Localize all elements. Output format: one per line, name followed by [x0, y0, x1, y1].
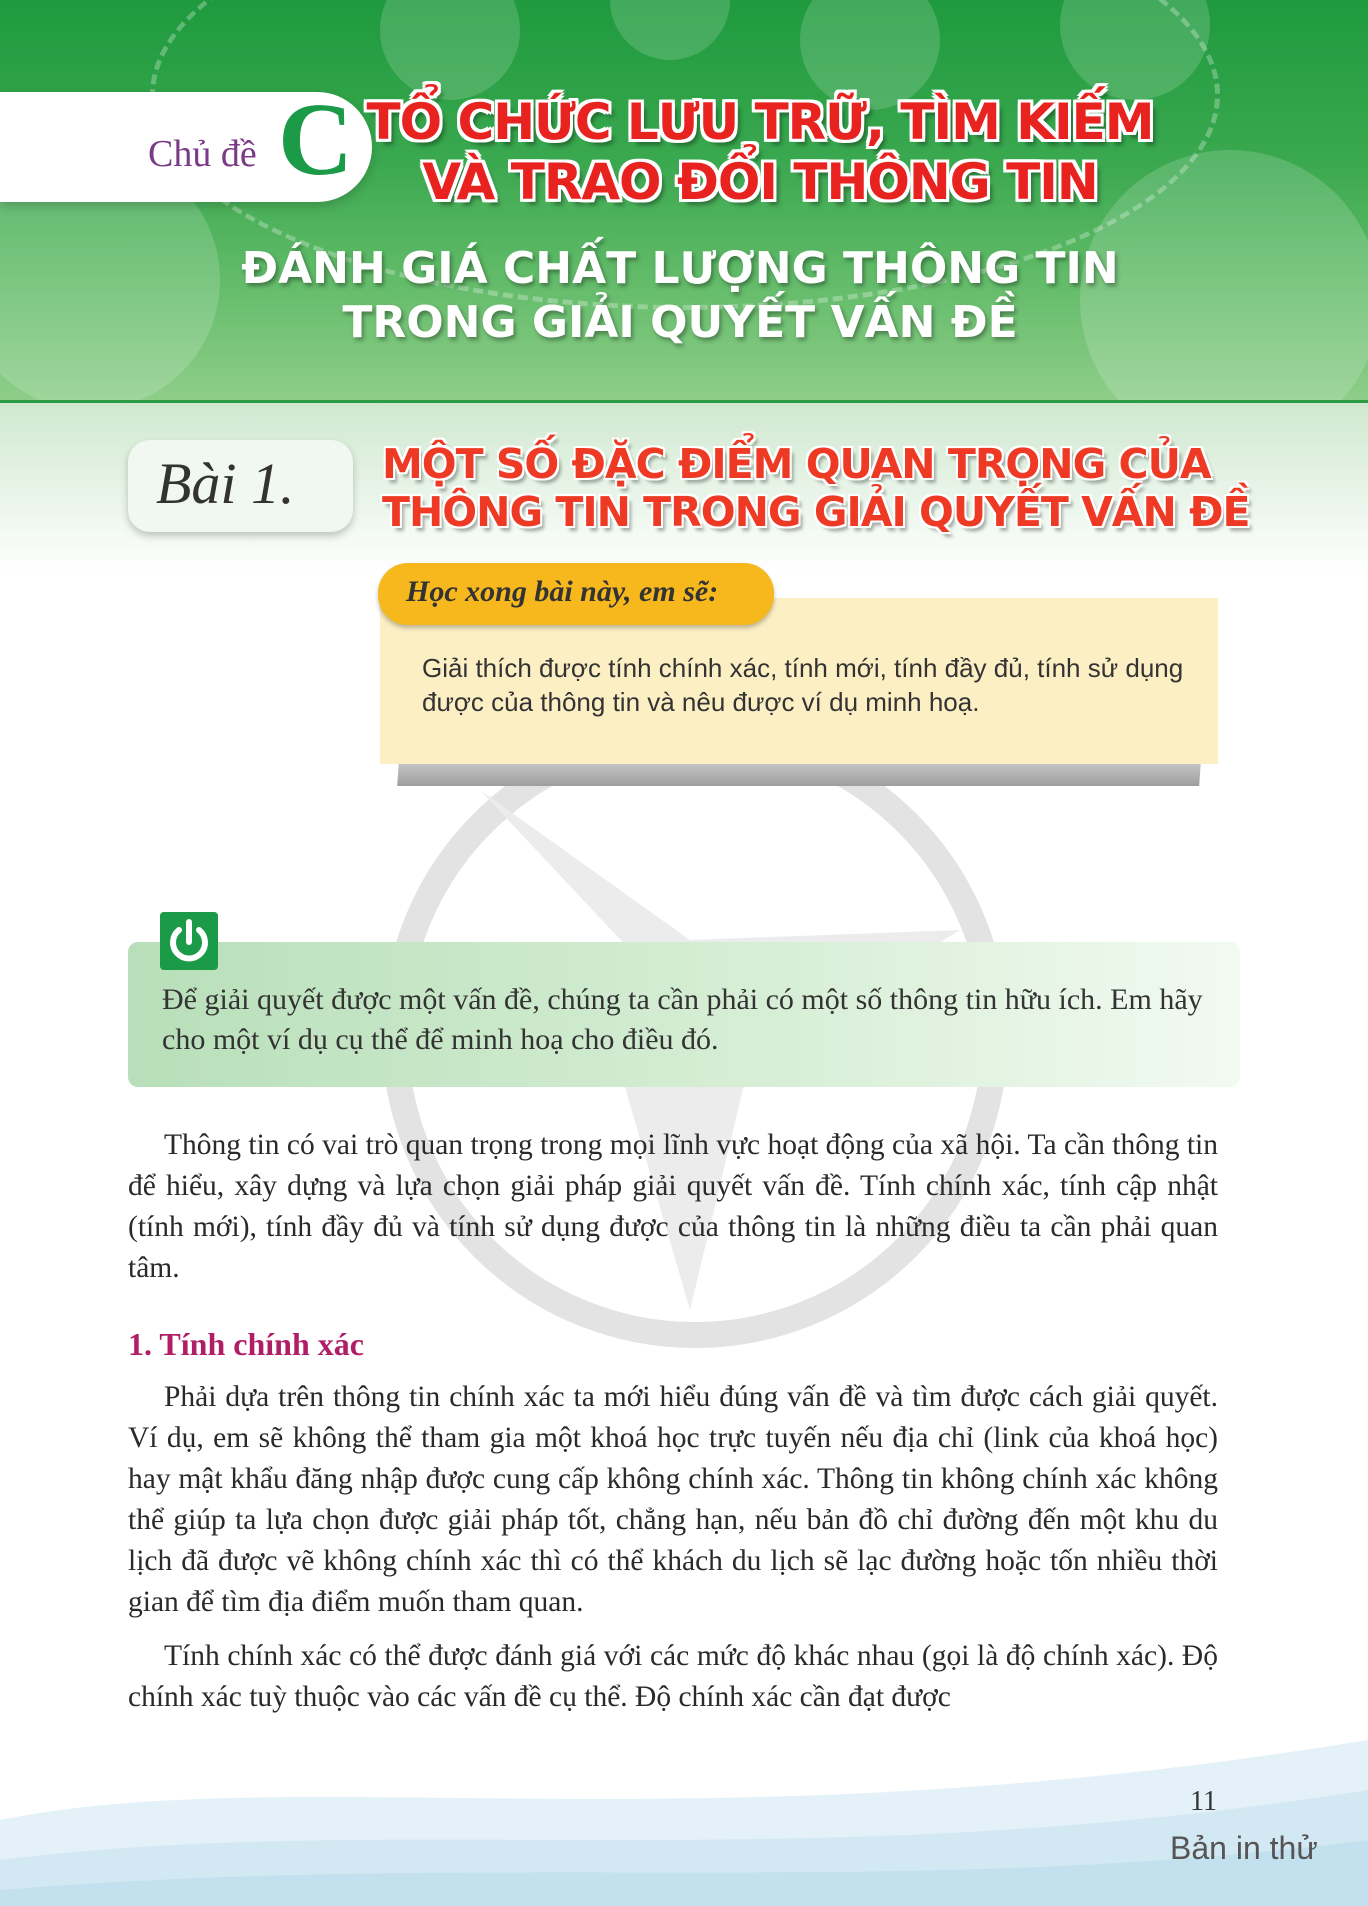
topic-prefix: Chủ đề — [148, 133, 257, 175]
lesson-number: Bài 1. — [156, 451, 295, 516]
topic-subtitle-line1: ĐÁNH GIÁ CHẤT LƯỢNG THÔNG TIN — [241, 243, 1119, 294]
draft-label: Bản in thử — [1170, 1830, 1318, 1866]
power-icon — [160, 912, 218, 970]
objectives-heading: Học xong bài này, em sẽ: — [406, 575, 719, 608]
starter-activity-text: Để giải quyết được một vấn đề, chúng ta cần phải có một số thông tin hữu ích. Em hãy cho một ví dụ cụ thể để minh hoạ cho điều đó. — [162, 983, 1203, 1056]
topic-title-line2: VÀ TRAO ĐỔI THÔNG TIN — [422, 153, 1098, 211]
objectives-shadow — [397, 762, 1201, 786]
page-number: 11 — [1190, 1786, 1217, 1817]
lesson-title — [382, 440, 1342, 536]
section-heading: 1. Tính chính xác — [128, 1326, 364, 1362]
topic-subtitle-line2: TRONG GIẢI QUYẾT VẤN ĐỀ — [342, 297, 1018, 348]
lesson-title-line1: MỘT SỐ ĐẶC ĐIỂM QUAN TRỌNG CỦA — [382, 440, 1211, 488]
intro-paragraph — [128, 1125, 1218, 1289]
topic-subtitle — [200, 242, 1160, 350]
footer-wave-decoration — [0, 1700, 1368, 1906]
topic-title — [360, 92, 1160, 212]
lesson-title-line2: THÔNG TIN TRONG GIẢI QUYẾT VẤN ĐỀ — [382, 488, 1250, 536]
topic-title-line1: TỔ CHỨC LƯU TRỮ, TÌM KIẾM — [366, 93, 1154, 151]
section1-text-2: Tính chính xác có thể được đánh giá với các mức độ khác nhau (gọi là độ chính xác). Độ chính xác tuỳ thuộc vào các vấn đề cụ thể. Độ chính xác cần đạt được — [128, 1640, 1218, 1713]
intro-text: Thông tin có vai trò quan trọng trong mọi lĩnh vực hoạt động của xã hội. Ta cần thông tin để hiểu, xây dựng và lựa chọn giải pháp giải quyết vấn đề. Tính chính xác, tính cập nhật (tính mới), tính đầy đủ và tính sử dụng được của thông tin là những điều ta cần phải quan tâm. — [128, 1129, 1218, 1284]
topic-banner — [0, 0, 1368, 403]
topic-letter: C — [278, 82, 354, 197]
section1-paragraph-1 — [128, 1377, 1218, 1623]
section1-text-1: Phải dựa trên thông tin chính xác ta mới hiểu đúng vấn đề và tìm được cách giải quyết. Ví dụ, em sẽ không thể tham gia một khoá học trực tuyến nếu địa chỉ (link của khoá học) hay mật khẩu đăng nhập được cung cấp không chính xác. Thông tin không chính xác không thể giúp ta lựa chọn được giải pháp tốt, chẳng hạn, nếu bản đồ chỉ đường đến một khu du lịch đã được vẽ không chính xác thì có thể khách du lịch sẽ lạc đường hoặc tốn nhiều thời gian để tìm địa điểm muốn tham quan. — [128, 1381, 1218, 1618]
objectives-text: Giải thích được tính chính xác, tính mới, tính đầy đủ, tính sử dụng được của thông tin và nêu được ví dụ minh hoạ. — [422, 653, 1184, 717]
